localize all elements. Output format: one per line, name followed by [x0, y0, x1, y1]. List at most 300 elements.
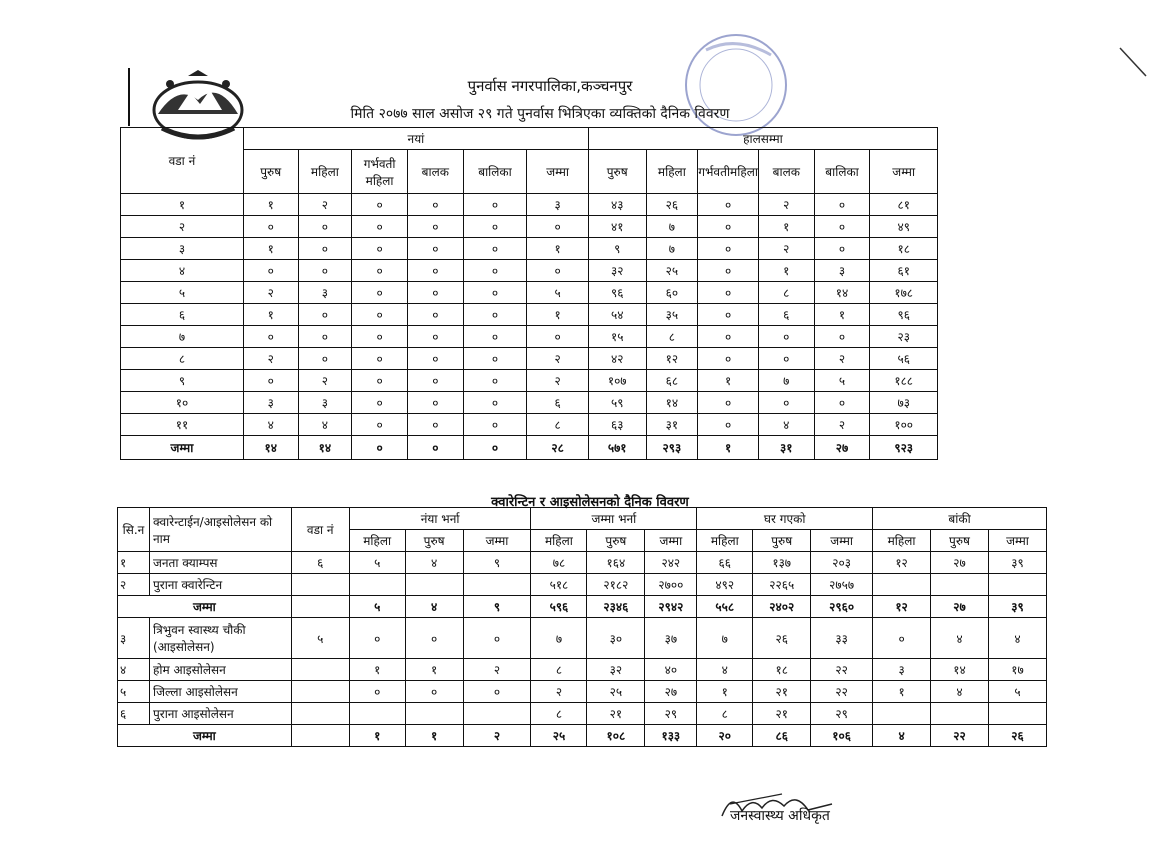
table-cell: ० [758, 392, 814, 414]
margin-line [128, 68, 130, 126]
table-cell [463, 574, 531, 596]
table-cell: १ [243, 304, 298, 326]
table-cell: २१ [587, 703, 645, 725]
column-header: बालिका [814, 150, 870, 194]
total-cell: ० [463, 436, 527, 460]
table-cell: १ [758, 260, 814, 282]
table-cell: ३ [527, 194, 589, 216]
table-cell: ० [352, 392, 408, 414]
table-cell: १०० [870, 414, 938, 436]
table-cell: ० [814, 216, 870, 238]
table-cell: ९ [588, 238, 646, 260]
table-cell: ४० [645, 659, 697, 681]
table-cell: १०७ [588, 370, 646, 392]
facility-name: जनता क्याम्पस [149, 552, 291, 574]
serial-number: ४ [118, 659, 150, 681]
table-cell: १३७ [753, 552, 811, 574]
table-cell: ० [463, 216, 527, 238]
ward-number: ८ [121, 348, 244, 370]
table-cell: १७ [988, 659, 1046, 681]
table-cell: ० [407, 282, 463, 304]
table-cell: १२ [646, 348, 698, 370]
facility-name: होम आइसोलेसन [149, 659, 291, 681]
table-cell: २ [814, 414, 870, 436]
table-cell: ४९२ [697, 574, 753, 596]
quarantine-isolation-table [117, 507, 1047, 747]
table-cell [988, 574, 1046, 596]
table-cell: ५ [814, 370, 870, 392]
subtotal-cell: २९४२ [645, 596, 697, 618]
table-cell: ० [698, 392, 759, 414]
table-cell: २ [243, 348, 298, 370]
table-cell: ३ [873, 659, 931, 681]
column-header: पुरुष [243, 150, 298, 194]
ward-number [291, 703, 349, 725]
table-cell: ३ [814, 260, 870, 282]
table-cell: ७ [531, 618, 587, 659]
table-cell: ९६ [588, 282, 646, 304]
table-cell: ० [463, 326, 527, 348]
table-cell: १ [758, 216, 814, 238]
table-row [118, 618, 1047, 659]
table-cell: ८ [527, 414, 589, 436]
table-cell: ५ [988, 681, 1046, 703]
table-cell: ४ [405, 552, 463, 574]
table-cell: ९६ [870, 304, 938, 326]
table-cell: ८ [646, 326, 698, 348]
table-cell: २ [531, 681, 587, 703]
table-cell: १८ [753, 659, 811, 681]
subtotal-cell: १२ [873, 596, 931, 618]
table-cell: ० [527, 260, 589, 282]
total-cell: १४ [243, 436, 298, 460]
column-header: पुरुष [587, 530, 645, 552]
subtotal-label: जम्मा [118, 725, 292, 747]
table-cell: २१ [753, 681, 811, 703]
table-cell: ० [407, 260, 463, 282]
column-header: पुरुष [931, 530, 989, 552]
subtotal-cell: १ [405, 725, 463, 747]
group-total-header: हालसम्मा [588, 128, 937, 150]
table-cell: १७८ [870, 282, 938, 304]
table-cell: ० [352, 282, 408, 304]
table-cell: ० [407, 348, 463, 370]
table-row [118, 659, 1047, 681]
group-header: बांकी [873, 508, 1047, 530]
subtotal-cell: ९ [463, 596, 531, 618]
facility-name: पुराना क्वारेन्टिन [149, 574, 291, 596]
ward-number: ६ [121, 304, 244, 326]
table-cell: ३ [298, 282, 352, 304]
table-cell: १ [527, 304, 589, 326]
table-cell: ० [463, 681, 531, 703]
table-row [121, 304, 938, 326]
subtotal-cell: ५५८ [697, 596, 753, 618]
table-cell: ५४ [588, 304, 646, 326]
table-cell: ४९ [870, 216, 938, 238]
table-cell: ३३ [811, 618, 873, 659]
table-cell: ४ [298, 414, 352, 436]
table-cell: ४ [931, 681, 989, 703]
subtotal-cell: २२ [931, 725, 989, 747]
table-cell: २ [463, 659, 531, 681]
column-header: गर्भवतीमहिला [698, 150, 759, 194]
report-title: मिति २०७७ साल असोज २९ गते पुनर्वास भित्रिएका व्यक्तिको दैनिक विवरण [350, 106, 730, 122]
table-cell: २२६५ [753, 574, 811, 596]
table-cell: ० [463, 304, 527, 326]
ward-number: ५ [121, 282, 244, 304]
table-cell: ३ [298, 392, 352, 414]
table-cell: ० [463, 238, 527, 260]
table-cell: ३२ [588, 260, 646, 282]
subtotal-cell: २ [463, 725, 531, 747]
table-cell: २६ [646, 194, 698, 216]
column-header: महिला [873, 530, 931, 552]
column-header: बालक [407, 150, 463, 194]
table-cell: ५ [527, 282, 589, 304]
table-cell: ४ [931, 618, 989, 659]
subtotal-cell: ८६ [753, 725, 811, 747]
table-cell [463, 703, 531, 725]
total-cell: ९२३ [870, 436, 938, 460]
table-row [118, 574, 1047, 596]
total-label: जम्मा [121, 436, 244, 460]
table-cell: ० [698, 216, 759, 238]
column-header: गर्भवती महिला [352, 150, 408, 194]
serial-number: ३ [118, 618, 150, 659]
table-cell: २ [814, 348, 870, 370]
ward-number: ७ [121, 326, 244, 348]
table-cell: ० [698, 348, 759, 370]
table-cell: १ [697, 681, 753, 703]
daily-arrivals-table [120, 127, 938, 460]
table-cell: २७ [931, 552, 989, 574]
table-cell: ८ [758, 282, 814, 304]
ward-number [291, 659, 349, 681]
total-cell: ५७१ [588, 436, 646, 460]
table-cell: ० [349, 618, 405, 659]
subtotal-cell: १०८ [587, 725, 645, 747]
table-cell: २ [298, 370, 352, 392]
table-cell: ६८ [646, 370, 698, 392]
table-cell: ३९ [988, 552, 1046, 574]
table-cell: १ [349, 659, 405, 681]
subtotal-cell: ४ [405, 596, 463, 618]
table-cell: ४२ [588, 348, 646, 370]
table-cell: ० [463, 260, 527, 282]
table-cell [931, 574, 989, 596]
table-cell: ४३ [588, 194, 646, 216]
table-cell: ० [407, 194, 463, 216]
column-header: जम्मा [645, 530, 697, 552]
column-header: जम्मा [811, 530, 873, 552]
total-cell: २८ [527, 436, 589, 460]
table-cell: ३ [243, 392, 298, 414]
subtotal-cell: ३९ [988, 596, 1046, 618]
empty-cell [291, 596, 349, 618]
table-cell: ० [243, 260, 298, 282]
table-cell: ५६ [870, 348, 938, 370]
table-cell: ० [405, 681, 463, 703]
table-cell: २ [758, 194, 814, 216]
table-cell: ० [298, 348, 352, 370]
table-cell: ९ [463, 552, 531, 574]
table-cell: ८ [531, 703, 587, 725]
table-cell: ३१ [646, 414, 698, 436]
table-cell: ० [698, 260, 759, 282]
table-row [121, 282, 938, 304]
table-cell: ० [407, 414, 463, 436]
table-cell: ० [352, 414, 408, 436]
total-cell: ० [407, 436, 463, 460]
table-cell: ६० [646, 282, 698, 304]
table-cell: ० [352, 260, 408, 282]
subtotal-cell: २६ [988, 725, 1046, 747]
serial-number: २ [118, 574, 150, 596]
table-cell: ० [758, 348, 814, 370]
table-cell: २९ [645, 703, 697, 725]
column-header: महिला [531, 530, 587, 552]
table-cell: २३ [870, 326, 938, 348]
total-cell: १ [698, 436, 759, 460]
table-cell: १२ [873, 552, 931, 574]
table-cell: ० [463, 618, 531, 659]
table-cell: ७ [646, 216, 698, 238]
table-cell: २५ [646, 260, 698, 282]
subtotal-cell: २९६० [811, 596, 873, 618]
total-cell: ० [352, 436, 408, 460]
table-cell: ० [407, 238, 463, 260]
table-cell: ० [873, 618, 931, 659]
group-new-header: नयां [243, 128, 588, 150]
table-cell: ५ [349, 552, 405, 574]
table-cell: ० [463, 194, 527, 216]
table-cell: ५१८ [531, 574, 587, 596]
table-cell: ७ [758, 370, 814, 392]
table-cell: ३२ [587, 659, 645, 681]
table-cell: ७ [697, 618, 753, 659]
serial-number: १ [118, 552, 150, 574]
table-cell: ० [463, 392, 527, 414]
group-header: जम्मा भर्ना [531, 508, 697, 530]
table-cell: ० [463, 282, 527, 304]
ward-header: वडा नं [291, 508, 349, 552]
table-cell: ० [298, 304, 352, 326]
table-cell: ० [352, 348, 408, 370]
subtotal-cell: २३४६ [587, 596, 645, 618]
table-row [121, 414, 938, 436]
table-row [118, 552, 1047, 574]
ward-number: ६ [291, 552, 349, 574]
table-cell: ४ [243, 414, 298, 436]
serial-number: ५ [118, 681, 150, 703]
table-cell [931, 703, 989, 725]
table-cell: ४ [988, 618, 1046, 659]
facility-name: पुराना आइसोलेसन [149, 703, 291, 725]
table-cell: ० [352, 194, 408, 216]
quarantine-table-title: क्वारेन्टिन र आइसोलेसनको दैनिक विवरण [491, 495, 689, 510]
column-header: बालक [758, 150, 814, 194]
table-cell [873, 703, 931, 725]
total-row [121, 436, 938, 460]
table-cell: ० [698, 304, 759, 326]
table-row [121, 238, 938, 260]
table-cell: ० [407, 304, 463, 326]
ward-header: वडा नं [121, 128, 244, 194]
table-cell: ० [349, 681, 405, 703]
table-cell: ० [698, 194, 759, 216]
table-row [118, 681, 1047, 703]
table-cell [349, 703, 405, 725]
table-cell: ० [407, 216, 463, 238]
column-header: पुरुष [588, 150, 646, 194]
table-cell: १ [873, 681, 931, 703]
total-cell: २९३ [646, 436, 698, 460]
table-row [121, 260, 938, 282]
facility-name: जिल्ला आइसोलेसन [149, 681, 291, 703]
table-cell: १८ [870, 238, 938, 260]
table-cell: १ [243, 194, 298, 216]
table-cell: ० [243, 326, 298, 348]
table-cell: १ [698, 370, 759, 392]
table-cell: २४२ [645, 552, 697, 574]
table-row [118, 703, 1047, 725]
table-cell: ० [405, 618, 463, 659]
table-cell: १ [243, 238, 298, 260]
table-cell: २७ [645, 681, 697, 703]
group-header: नंया भर्ना [349, 508, 531, 530]
column-header: महिला [349, 530, 405, 552]
table-cell: ० [407, 370, 463, 392]
table-cell: २२ [811, 659, 873, 681]
table-cell: २ [298, 194, 352, 216]
table-cell: २१८२ [587, 574, 645, 596]
ward-number: ४ [121, 260, 244, 282]
table-cell: २७५७ [811, 574, 873, 596]
column-header: जम्मा [870, 150, 938, 194]
total-cell: १४ [298, 436, 352, 460]
table-cell: ० [352, 216, 408, 238]
table-cell: ० [814, 392, 870, 414]
subtotal-cell: २७ [931, 596, 989, 618]
table-cell [873, 574, 931, 596]
office-stamp [676, 30, 796, 140]
table-cell: २ [527, 370, 589, 392]
ward-number: ११ [121, 414, 244, 436]
ward-number: ५ [291, 618, 349, 659]
table-cell: ८ [697, 703, 753, 725]
table-cell [405, 703, 463, 725]
subtotal-cell: ५ [349, 596, 405, 618]
subtotal-cell: ४ [873, 725, 931, 747]
empty-cell [291, 725, 349, 747]
table-cell: ० [698, 238, 759, 260]
table-cell: ० [698, 326, 759, 348]
table-cell: ० [814, 326, 870, 348]
table-cell: ० [758, 326, 814, 348]
table-cell: २ [243, 282, 298, 304]
table-cell: ७ [646, 238, 698, 260]
table-cell: १५ [588, 326, 646, 348]
ward-number [291, 681, 349, 703]
table-row [121, 392, 938, 414]
column-header: जम्मा [527, 150, 589, 194]
table-cell: ० [298, 216, 352, 238]
table-cell: १ [405, 659, 463, 681]
name-header: क्वारेन्टाईन/आइसोलेसन को नाम [149, 508, 291, 552]
table-cell: २२ [811, 681, 873, 703]
column-header: महिला [697, 530, 753, 552]
table-cell: ३५ [646, 304, 698, 326]
ward-number [291, 574, 349, 596]
table-cell: ४१ [588, 216, 646, 238]
table-cell: ३० [587, 618, 645, 659]
column-header: जम्मा [463, 530, 531, 552]
table-cell: ० [407, 392, 463, 414]
scan-mark [1118, 46, 1148, 78]
ward-number: ९ [121, 370, 244, 392]
table-cell: ६ [527, 392, 589, 414]
signatory-title: जनस्वास्थ्य अधिकृत [730, 808, 830, 824]
table-cell: ० [814, 194, 870, 216]
subtotal-label: जम्मा [118, 596, 292, 618]
table-cell: ० [352, 326, 408, 348]
table-cell: ० [352, 238, 408, 260]
table-cell: ० [698, 282, 759, 304]
subtotal-cell: ५९६ [531, 596, 587, 618]
table-cell: ० [463, 414, 527, 436]
table-cell [349, 574, 405, 596]
table-cell: ८ [531, 659, 587, 681]
table-cell: ६३ [588, 414, 646, 436]
table-cell: ० [298, 238, 352, 260]
subtotal-cell: २० [697, 725, 753, 747]
table-cell: ० [527, 326, 589, 348]
subtotal-row [118, 725, 1047, 747]
table-cell: ४ [758, 414, 814, 436]
ward-number: ३ [121, 238, 244, 260]
table-cell: ४ [697, 659, 753, 681]
table-cell: ३७ [645, 618, 697, 659]
total-cell: ३१ [758, 436, 814, 460]
table-cell: ० [298, 260, 352, 282]
table-cell: ० [527, 216, 589, 238]
table-cell [405, 574, 463, 596]
table-cell: २०३ [811, 552, 873, 574]
subtotal-cell: २४०२ [753, 596, 811, 618]
table-cell: १ [814, 304, 870, 326]
table-cell: २५ [587, 681, 645, 703]
total-cell: २७ [814, 436, 870, 460]
column-header: पुरुष [405, 530, 463, 552]
table-cell: ० [243, 370, 298, 392]
subtotal-cell: १३३ [645, 725, 697, 747]
table-cell: २७०० [645, 574, 697, 596]
organization-title: पुनर्वास नगरपालिका,कञ्चनपुर [467, 77, 633, 95]
table-cell: ८१ [870, 194, 938, 216]
table-cell: ० [463, 348, 527, 370]
subtotal-cell: २५ [531, 725, 587, 747]
table-cell: २१ [753, 703, 811, 725]
table-cell: १६४ [587, 552, 645, 574]
table-cell: ७३ [870, 392, 938, 414]
table-row [121, 370, 938, 392]
table-cell [988, 703, 1046, 725]
table-cell: ५९ [588, 392, 646, 414]
table-cell: २६ [753, 618, 811, 659]
column-header: पुरुष [753, 530, 811, 552]
facility-name: त्रिभुवन स्वास्थ्य चौकी (आइसोलेसन) [149, 618, 291, 659]
